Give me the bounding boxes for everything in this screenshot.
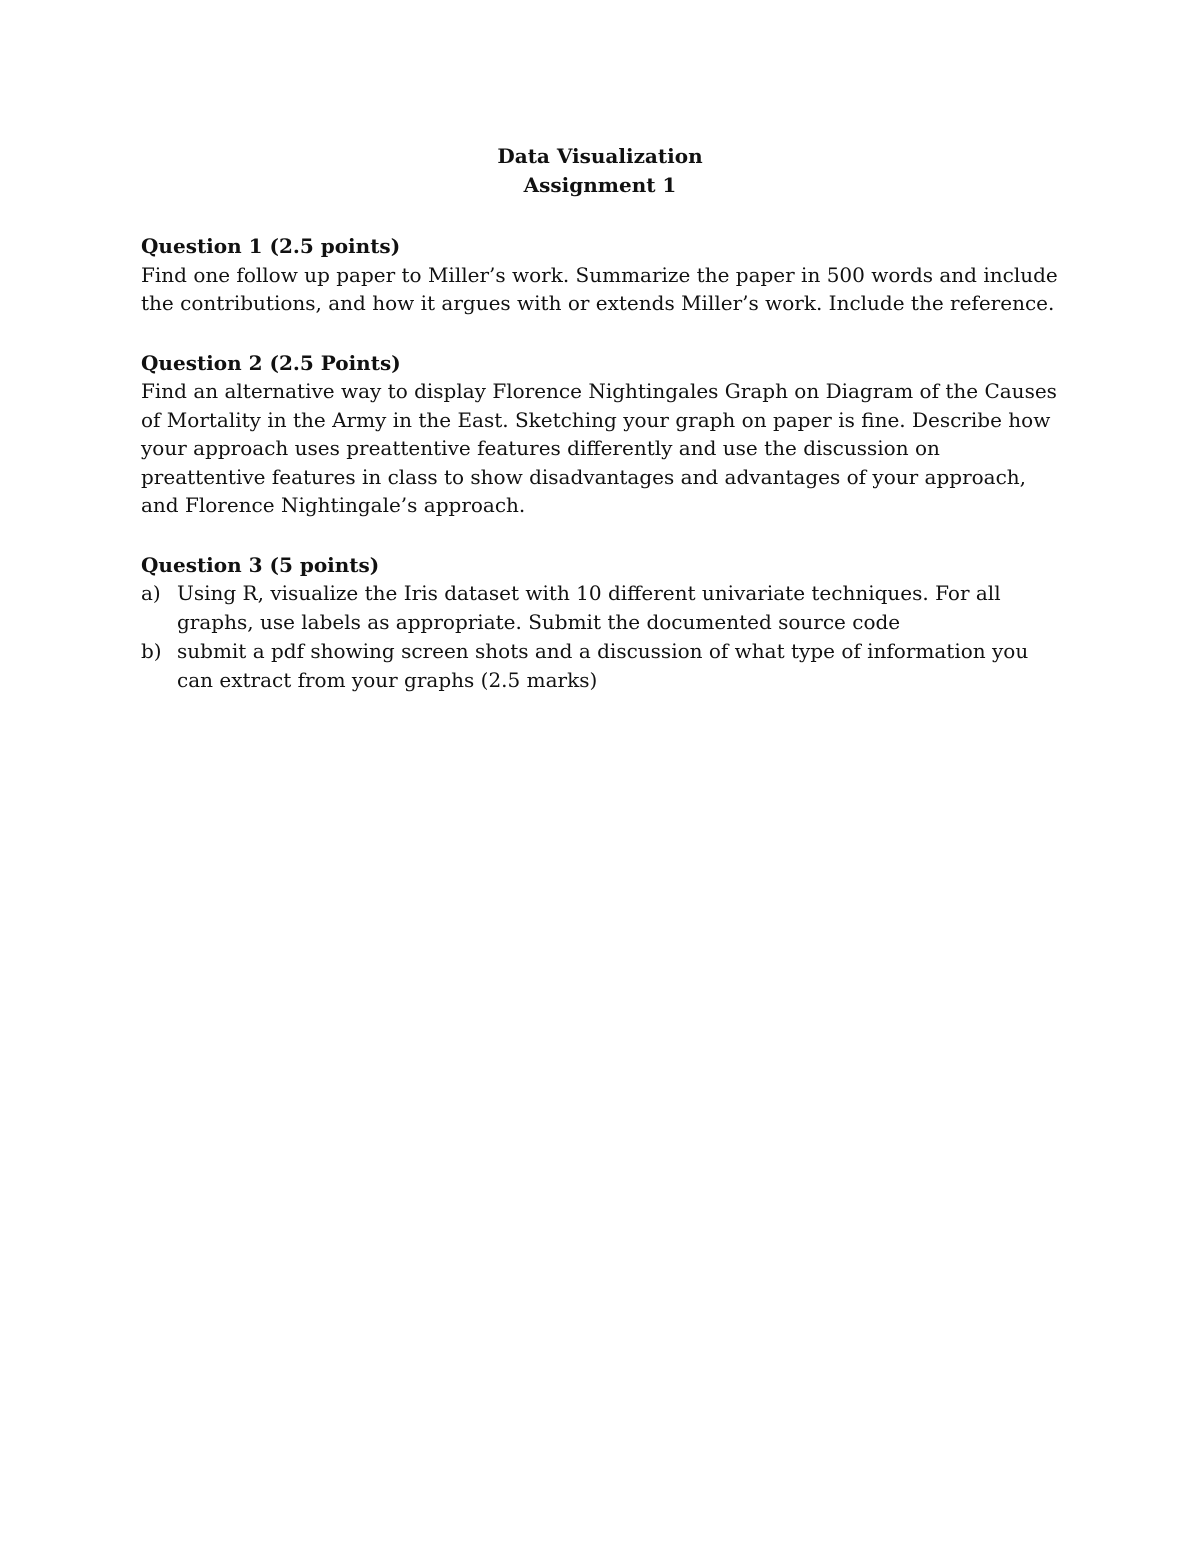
list-item [141,579,1066,636]
question-1 [141,232,1066,318]
document-title: Data Visualization [497,144,703,168]
questions-section [141,232,1066,725]
list-item-text: Using R, visualize the Iris dataset with 10 different univariate techniques. For all graphs, use labels as appropriate. Submit the documented source code [177,581,1001,634]
question-heading: Question 1 (2.5 points) [141,234,401,258]
question-heading: Question 2 (2.5 Points) [141,350,401,375]
question-2 [141,349,1066,520]
list-item-text: submit a pdf showing screen shots and a discussion of what type of information you can extract from your graphs (2.5 marks) [177,639,1029,692]
question-3 [141,551,1066,695]
document-subtitle: Assignment 1 [523,173,677,197]
question-body: Find an alternative way to display Florence Nightingales Graph on Diagram of the Causes of Mortality in the Army in the East. Sketching your graph on paper is fine. Describe how your approach uses preattentive features differently and use the discussion on preattentive features in class to show disadvantages and advantages of your approach, and Florence Nightingale’s approach. [141,379,1057,517]
list-marker: b) [141,639,162,663]
list-item [141,637,1066,694]
question-heading: Question 3 (5 points) [141,552,380,577]
title-block [0,142,1200,200]
question-body: Find one follow up paper to Miller’s work. Summarize the paper in 500 words and include the contributions, and how it argues with or extends Miller’s work. Include the reference. [141,262,1058,315]
question-3-sublist [141,579,1066,694]
list-marker: a) [141,581,161,605]
